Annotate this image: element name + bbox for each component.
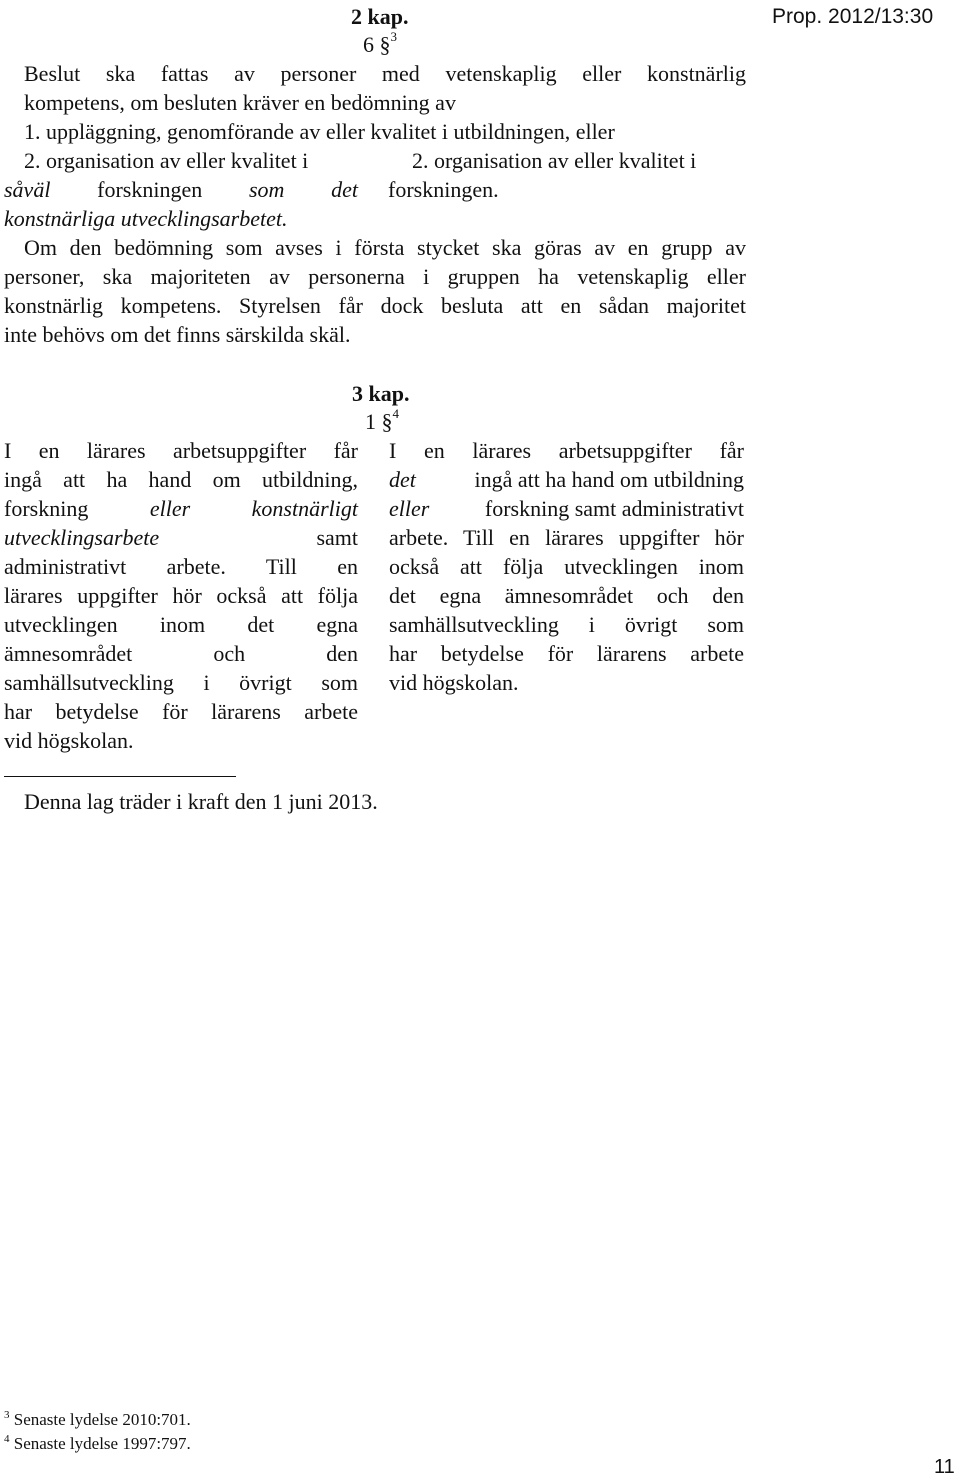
- text: utvecklingen inom det egna: [4, 612, 358, 637]
- section6-right-item-2-line-1: 2. organisation av eller kvalitet i: [412, 148, 697, 173]
- left-line-3: [4, 494, 358, 523]
- page-number: 11: [934, 1456, 955, 1478]
- word-det: det: [331, 177, 358, 202]
- section6-left-item-2-line-2: [4, 175, 358, 204]
- text: arbete. Till en lärares uppgifter hör: [389, 525, 744, 550]
- section6-left-item-2-line-3: [4, 204, 288, 233]
- right-line-4: [389, 523, 744, 552]
- section-number-text: 6 §: [363, 32, 391, 57]
- italic-text: eller: [149, 496, 191, 521]
- text: samt: [316, 525, 358, 550]
- section-number-text: 1 §: [365, 409, 393, 434]
- section6-item-1: 1. uppläggning, genomförande av eller kvalitet i utbildningen, eller: [24, 119, 615, 144]
- section6-para2-line-1: Om den bedömning som avses i första stycket ska göras av en grupp av: [24, 235, 746, 260]
- italic-text: utvecklingsarbete: [4, 525, 160, 550]
- section6-lead-line-2: kompetens, om besluten kräver en bedömning av: [24, 90, 456, 115]
- right-line-5: [389, 552, 744, 581]
- left-line-6: [4, 581, 358, 610]
- left-line-2: [4, 465, 358, 494]
- text: har betydelse för lärarens arbete: [389, 641, 744, 666]
- footnote-ref-3: 3: [390, 29, 397, 44]
- text: vid högskolan.: [389, 670, 519, 695]
- text: ingå att ha hand om utbildning: [474, 467, 744, 492]
- text: I en lärares arbetsuppgifter får: [389, 438, 744, 463]
- italic-text: konstnärligt: [251, 496, 358, 521]
- text: vid högskolan.: [4, 728, 134, 753]
- text: har betydelse för lärarens arbete: [4, 699, 358, 724]
- text: forskning: [4, 496, 89, 521]
- left-line-10: [4, 697, 358, 726]
- section6-para2-line-3: konstnärlig kompetens. Styrelsen får dock besluta att en sådan majoritet: [4, 293, 746, 318]
- separator-line: [4, 776, 236, 777]
- chapter3-left-column: [4, 436, 358, 755]
- right-line-3: [389, 494, 744, 523]
- section6-lead-line-1: Beslut ska fattas av personer med vetenskaplig eller konstnärlig: [24, 61, 746, 86]
- text: lärares uppgifter hör också att följa: [4, 583, 358, 608]
- word-forskningen: forskningen: [97, 177, 203, 202]
- right-line-9: [389, 668, 744, 697]
- section6-para2-line-4: inte behövs om det finns särskilda skäl.: [4, 322, 351, 347]
- footnote-text: Senaste lydelse 1997:797.: [13, 1434, 191, 1453]
- section-number-1: [365, 407, 399, 436]
- text: forskning samt administrativt: [484, 496, 744, 521]
- footnote-number: 3: [4, 1409, 10, 1421]
- text: samhällsutveckling i övrigt som: [389, 612, 744, 637]
- left-line-11: [4, 726, 358, 755]
- right-line-2: [389, 465, 744, 494]
- word-saval: såväl: [4, 177, 51, 202]
- section6-para2-line-2: personer, ska majoriteten av personerna i gruppen ha vetenskaplig eller: [4, 264, 746, 289]
- section-number-6: [363, 30, 397, 59]
- left-line-5: [4, 552, 358, 581]
- text: också att följa utvecklingen inom: [389, 554, 744, 579]
- left-line-9: [4, 668, 358, 697]
- text: samhällsutveckling i övrigt som: [4, 670, 358, 695]
- chapter3-right-column: [389, 436, 744, 697]
- footnote-text: Senaste lydelse 2010:701.: [13, 1410, 191, 1429]
- italic-text: eller: [389, 496, 430, 521]
- text: det egna ämnesområdet och den: [389, 583, 744, 608]
- footnote-3: [4, 1408, 191, 1432]
- chapter-heading-2: 2 kap.: [351, 4, 409, 29]
- italic-text: konstnärliga utvecklingsarbetet.: [4, 206, 288, 231]
- text: I en lärares arbetsuppgifter får: [4, 438, 358, 463]
- italic-text: det: [389, 467, 416, 492]
- right-line-6: [389, 581, 744, 610]
- text: ämnesområdet och den: [4, 641, 358, 666]
- left-line-4: [4, 523, 358, 552]
- proposition-reference: Prop. 2012/13:30: [772, 5, 934, 28]
- left-line-7: [4, 610, 358, 639]
- section6-left-item-2-line-1: 2. organisation av eller kvalitet i: [24, 148, 309, 173]
- text: ingå att ha hand om utbildning,: [4, 467, 358, 492]
- text: administrativt arbete. Till en: [4, 554, 358, 579]
- right-line-1: [389, 436, 744, 465]
- right-line-8: [389, 639, 744, 668]
- section6-right-item-2-line-2: forskningen.: [388, 177, 499, 202]
- footnote-ref-4: 4: [392, 406, 399, 421]
- left-line-1: [4, 436, 358, 465]
- word-som: som: [248, 177, 285, 202]
- footnote-number: 4: [4, 1433, 10, 1445]
- chapter-heading-3: 3 kap.: [352, 381, 410, 406]
- effective-date: Denna lag träder i kraft den 1 juni 2013.: [24, 789, 378, 814]
- right-line-7: [389, 610, 744, 639]
- footnote-4: [4, 1432, 191, 1456]
- left-line-8: [4, 639, 358, 668]
